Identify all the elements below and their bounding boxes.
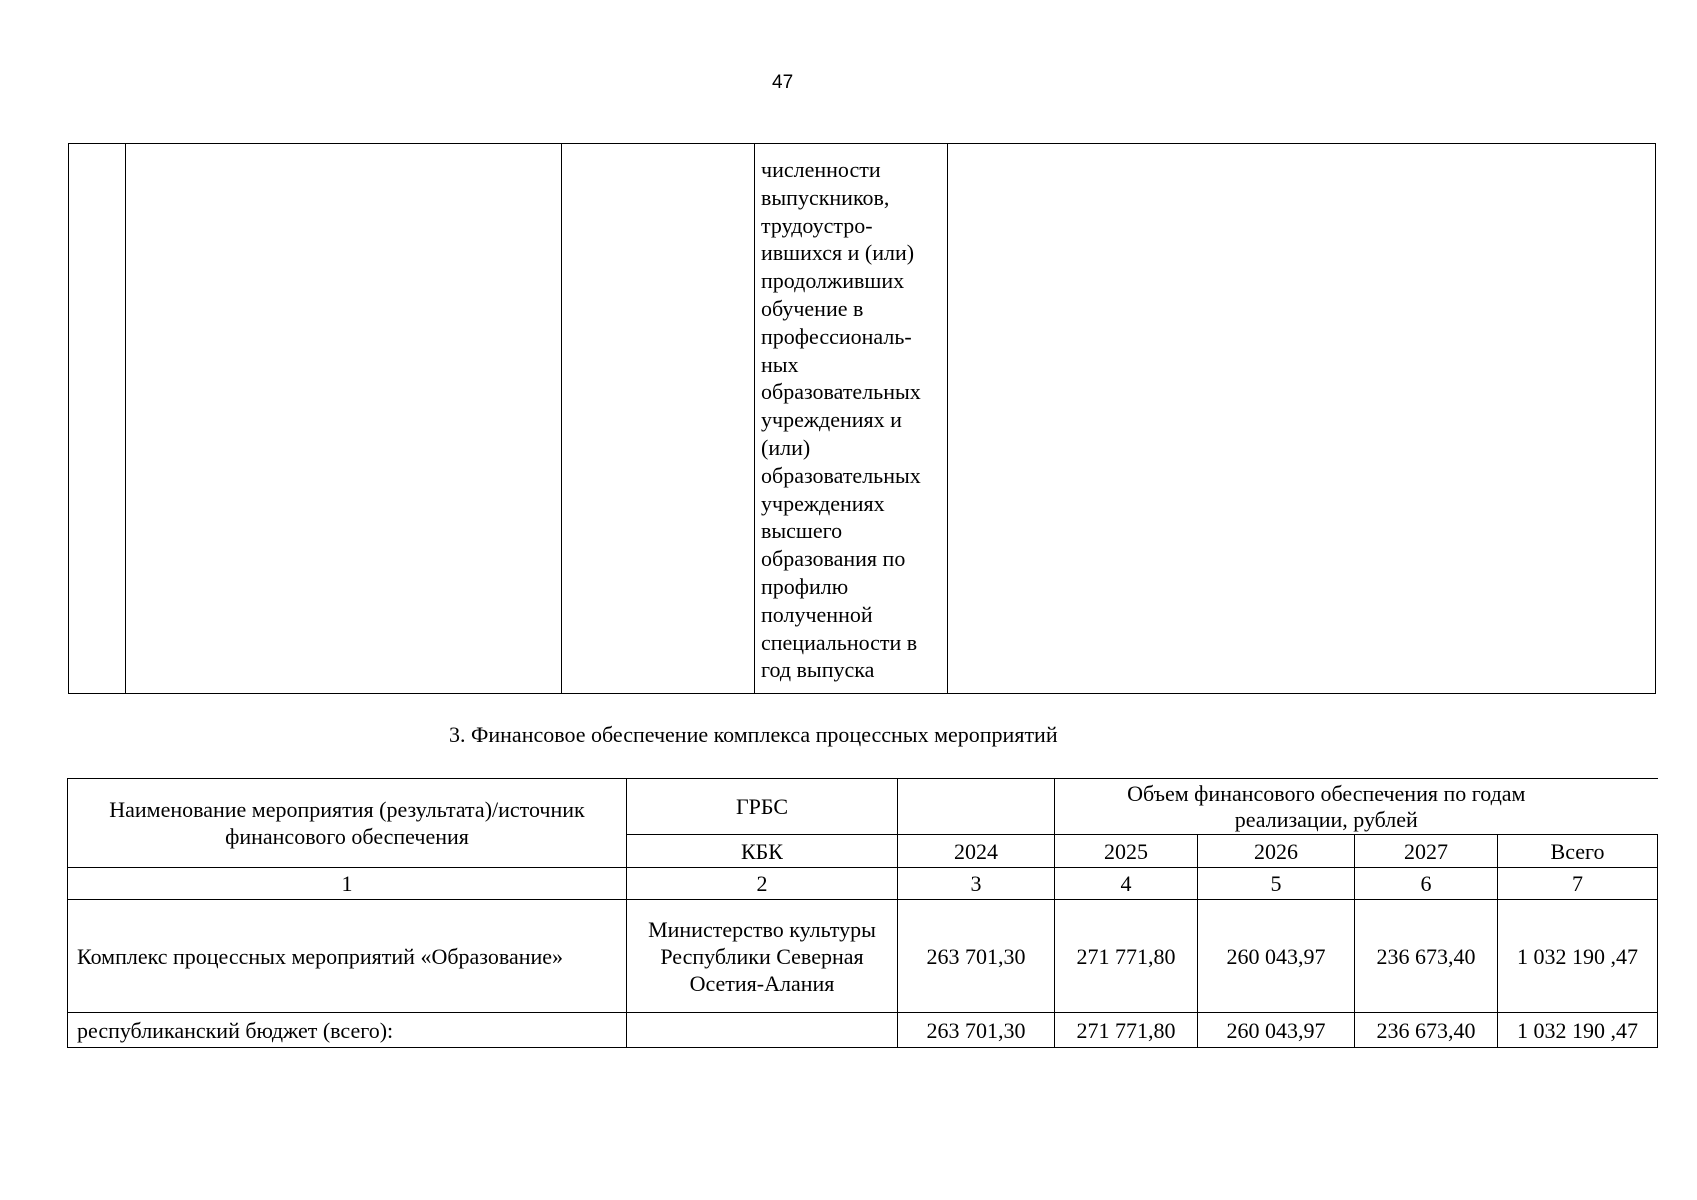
page-number: 47 <box>772 72 794 93</box>
header-name: Наименование мероприятия (результата)/источник финансового обеспечения <box>68 779 627 868</box>
column-number: 1 <box>68 868 627 900</box>
text-line: высшего <box>761 518 843 544</box>
text-line: выпускников, <box>761 184 890 210</box>
table-row <box>68 1013 1658 1048</box>
cont-cell-2 <box>126 144 562 694</box>
text-line: образования по <box>761 546 906 572</box>
row-value-2024: 263 701,30 <box>898 900 1055 1013</box>
text-line: ившихся и (или) <box>761 240 915 266</box>
cont-cell-1 <box>69 144 126 694</box>
cont-cell-indicator <box>755 144 948 694</box>
row-value-total: 1 032 190 ,47 <box>1498 900 1658 1013</box>
column-numbers-row <box>68 868 1658 900</box>
text-line: профилю <box>761 573 849 599</box>
row-value-2027: 236 673,40 <box>1355 900 1498 1013</box>
text-line: учреждениях и <box>761 407 902 433</box>
column-number: 6 <box>1355 868 1498 900</box>
column-number: 5 <box>1198 868 1355 900</box>
text-line: полученной <box>761 601 873 627</box>
continuation-table <box>68 143 1656 694</box>
text-line: специальности в <box>761 629 918 655</box>
column-number: 7 <box>1498 868 1658 900</box>
text-line: год выпуска <box>761 657 875 683</box>
text-line: обучение в <box>761 295 864 321</box>
text-line: учреждениях <box>761 490 885 516</box>
section-title: 3. Финансовое обеспечение комплекса процессных мероприятий <box>449 722 1058 747</box>
column-number: 3 <box>898 868 1055 900</box>
header-empty <box>898 779 1055 835</box>
indicator-text <box>755 144 947 684</box>
text-line: профессиональ- <box>761 323 912 349</box>
row-grbs <box>627 1013 898 1048</box>
cont-cell-3 <box>562 144 755 694</box>
row-value-2024: 263 701,30 <box>898 1013 1055 1048</box>
row-value-2025: 271 771,80 <box>1055 900 1198 1013</box>
row-value-total: 1 032 190 ,47 <box>1498 1013 1658 1048</box>
row-value-2027: 236 673,40 <box>1355 1013 1498 1048</box>
text-line: образовательных <box>761 379 921 405</box>
header-grbs: ГРБС <box>627 779 898 835</box>
header-row-1 <box>68 779 1658 835</box>
table-row <box>68 900 1658 1013</box>
row-grbs: Министерство культуры Республики Северная Осетия-Алания <box>627 900 898 1013</box>
finance-table <box>67 778 1658 1048</box>
row-value-2025: 271 771,80 <box>1055 1013 1198 1048</box>
row-value-2026: 260 043,97 <box>1198 900 1355 1013</box>
text-line: численности <box>761 157 881 182</box>
row-name: Комплекс процессных мероприятий «Образование» <box>68 900 627 1013</box>
text-line: продолживших <box>761 268 905 294</box>
header-kbk: КБК <box>627 835 898 868</box>
text-line: трудоустро- <box>761 212 873 238</box>
text-line: (или) <box>761 434 811 460</box>
text-line: ных <box>761 351 799 377</box>
column-number: 4 <box>1055 868 1198 900</box>
header-year-2025: 2025 <box>1055 835 1198 868</box>
column-number: 2 <box>627 868 898 900</box>
row-value-2026: 260 043,97 <box>1198 1013 1355 1048</box>
cont-cell-5 <box>948 144 1656 694</box>
header-year-2024: 2024 <box>898 835 1055 868</box>
header-year-2027: 2027 <box>1355 835 1498 868</box>
header-year-2026: 2026 <box>1198 835 1355 868</box>
header-volume: Объем финансового обеспечения по годам реализации, рублей <box>1055 779 1658 835</box>
header-total: Всего <box>1498 835 1658 868</box>
row-name: республиканский бюджет (всего): <box>68 1013 627 1048</box>
text-line: образовательных <box>761 462 921 488</box>
